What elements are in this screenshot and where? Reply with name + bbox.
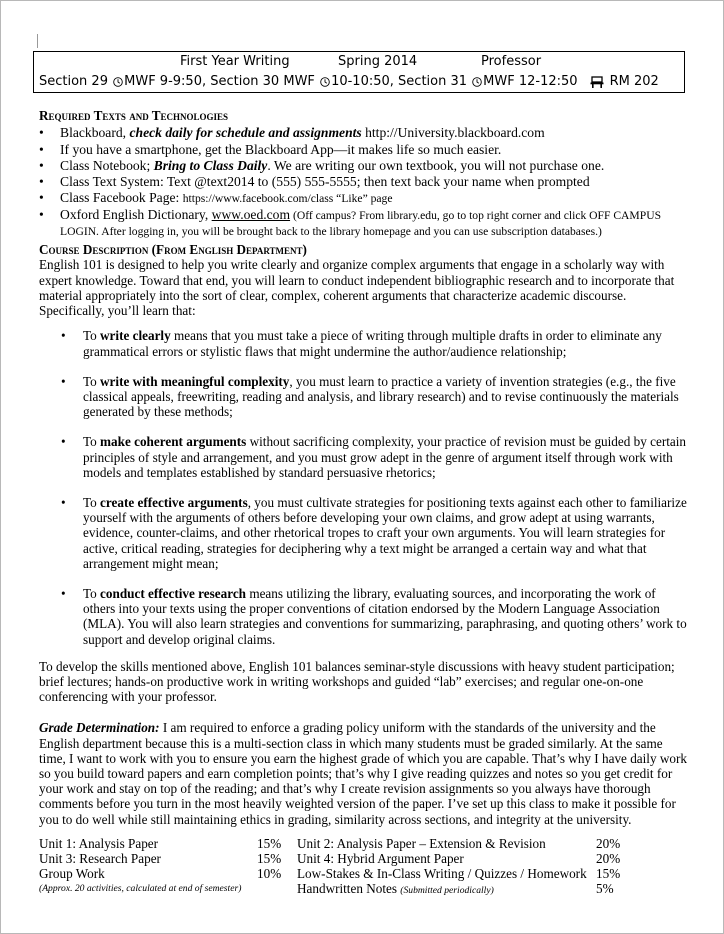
syllabus-body: [39, 108, 687, 899]
section-31-label: Section 31: [398, 74, 468, 89]
table-row: Unit 3: Research Paper 15% Unit 4: Hybrid Argument Paper 20%: [39, 850, 621, 866]
list-item: • Class Notebook; Bring to Class Daily. We are writing our own textbook, you will not purchase one.: [39, 157, 605, 173]
section-30-label: Section 30: [210, 74, 280, 89]
list-item: • To conduct effective research means utilizing the library, evaluating sources, and incorporating the work of others into your texts using the proper conventions of citation endorsed by the Modern Language Association (MLA). You will also learn strategies and conventions for summarizing, paraphrasing, and quoting others’ work to support and develop original claims.: [61, 585, 687, 647]
description-closing: To develop the skills mentioned above, English 101 balances seminar-style discussions with heavy student participation; brief lectures; hands-on productive work in writing workshops and guided “lab” exercises; and regular one-on-one conferencing with your professor.: [39, 658, 675, 705]
list-item: • To create effective arguments, you must cultivate strategies for positioning texts against each other to familiarize yourself with the arguments of others before developing your own claims, and grow adept at using warrants, evidence, counter-claims, and other rhetorical tropes to craft your own arguments. You will learn strategies for active, critical reading, strategies for deciphering why a text might be arranged a certain way and what that arrangement might mean;: [61, 494, 687, 571]
description-heading: Course Description (From English Department): [39, 242, 307, 258]
section-30-time: MWF: [283, 74, 315, 89]
clock-icon: [320, 77, 330, 87]
course-title: First Year Writing: [180, 54, 290, 69]
list-item: • If you have a smartphone, get the Blackboard App—it makes life so much easier.: [39, 141, 502, 157]
section-31-time: MWF 12-12:50: [483, 74, 578, 89]
list-item: • Oxford English Dictionary, www.oed.com (Off campus? From library.edu, go to top right corner and click OFF CAMPUS LOGIN. After logging in, you will be brought back to the library homepage and you can use subscription databases.): [39, 206, 662, 238]
oed-link[interactable]: www.oed.com: [211, 206, 291, 222]
goals-list: [39, 328, 687, 646]
course-header: [33, 51, 685, 93]
room: RM 202: [609, 74, 659, 89]
section-30-time2: 10-10:50,: [331, 74, 394, 89]
section-29-time: MWF 9-9:50,: [124, 74, 207, 89]
term: Spring 2014: [338, 54, 418, 69]
list-item: • To write clearly means that you must take a piece of writing through multiple drafts in order to eliminate any grammatical errors or stylistic flaws that might undermine the author/audience relationship;: [61, 328, 662, 359]
required-list: [39, 125, 687, 239]
grade-heading: Grade Determination:: [39, 720, 160, 736]
activities-note: (Approx. 20 activities, calculated at end of semester): [39, 883, 242, 895]
description-intro: English 101 is designed to help you write clearly and organize complex arguments that engage in a scholarly way with expert knowledge. Toward that end, you will learn to conduct independent bibliographic research and to incorporate that material appropriately into the sort of clear, complex, coherent arguments that characterize academic discourse. Specifically, you’ll learn that:: [39, 257, 675, 319]
clock-icon: [472, 77, 482, 87]
section-29-label: Section 29: [39, 74, 108, 89]
classroom-desk-icon: [590, 76, 604, 88]
margin-mark: [37, 34, 38, 48]
list-item: • Class Text System: Text @text2014 to (555) 555-5555; then text back your name when prompted: [39, 174, 590, 190]
list-item: • To make coherent arguments without sacrificing complexity, your practice of revision must be guided by certain principles of style and arrangement, and you must grow adept in the genre of argument itself through work with models and templates established by standard persuasive rhetorics;: [61, 434, 686, 480]
role: Professor: [481, 54, 542, 69]
list-item: • To write with meaningful complexity, you must learn to practice a variety of invention strategies (e.g., the five classical appeals, freewriting, reading and analysis, and library research) and to revise continuously the materials generated by these methods;: [61, 373, 679, 420]
list-item: • Blackboard, check daily for schedule and assignments http://University.blackboard.com: [39, 125, 545, 141]
clock-icon: [113, 77, 123, 87]
table-row: Unit 1: Analysis Paper 15% Unit 2: Analysis Paper – Extension & Revision 20%: [39, 835, 621, 851]
table-row: Group Work 10% Low-Stakes & In-Class Writing / Quizzes / Homework 15%: [39, 866, 621, 882]
grade-paragraph: Grade Determination: I am required to enforce a grading policy uniform with the standards of the university and the English department because this is a multi-section class in which many students must be graded similarly. At the same time, I want to work with you to ensure you earn the highest grade of which you are capable. That’s why I have daily work so you build toward papers and earn completion points; that’s why I give reading quizzes and notes so you get credit for your work and stay on top of the reading; and that’s why I create revision assignments so you always have thorough comments before you turn in the most heavily weighted version of the paper. I’ve set up this class to make it possible for you to do well while still maintaining ethics in grading, similarity across sections, and integrity at the university.: [39, 720, 687, 827]
table-row: (Approx. 20 activities, calculated at end of semester) Handwritten Notes (Submitted periodically) 5%: [39, 881, 636, 898]
list-item: • Class Facebook Page: https://www.facebook.com/class “Like” page: [39, 190, 393, 206]
required-heading: Required Texts and Technologies: [39, 108, 229, 123]
grade-table: [39, 836, 636, 899]
section-times: [39, 74, 679, 89]
